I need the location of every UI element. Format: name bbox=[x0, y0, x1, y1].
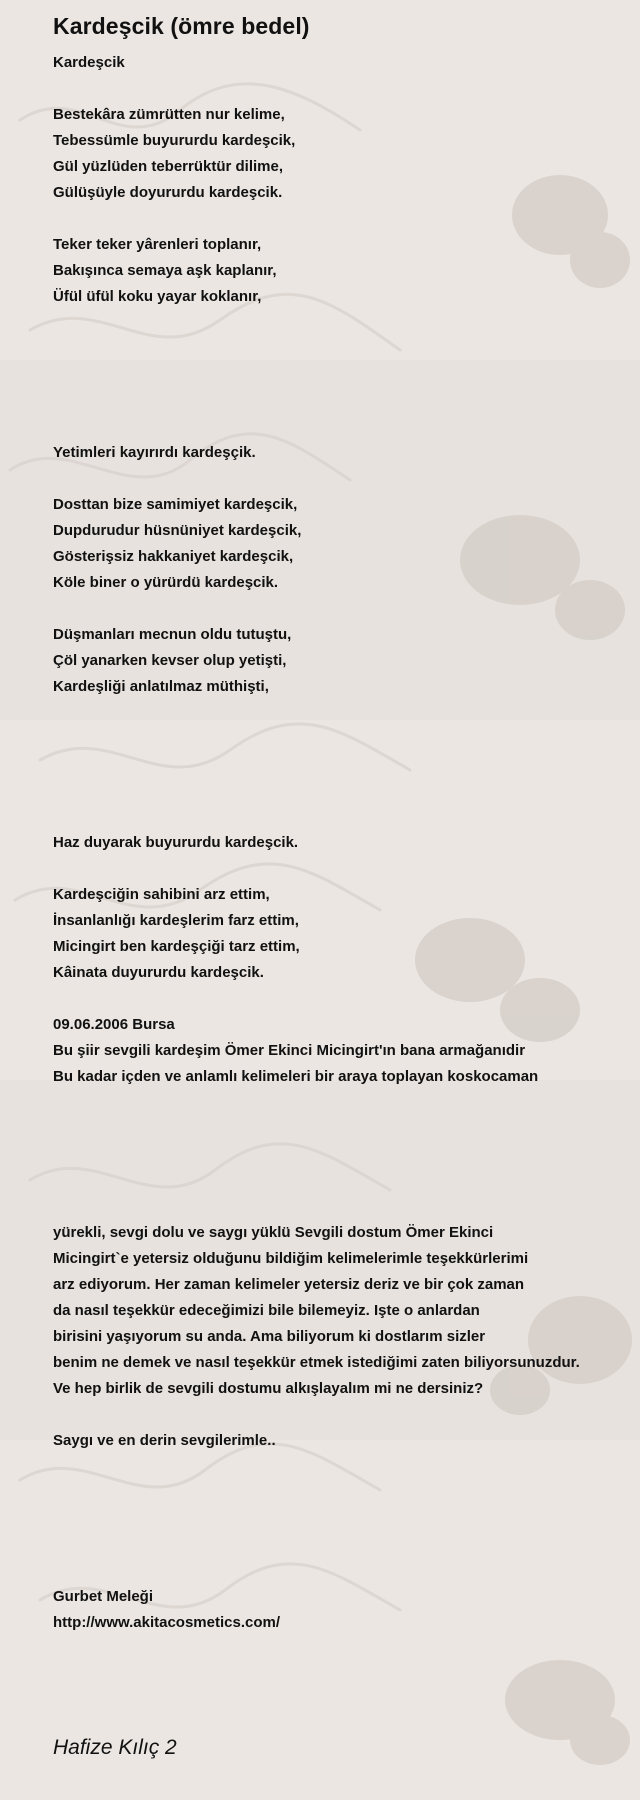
poem-line: Teker teker yârenleri toplanır, bbox=[53, 236, 262, 253]
author-note-continued bbox=[53, 1220, 633, 1402]
poem-line: Üfül üfül koku yayar koklanır, bbox=[53, 288, 262, 305]
author-block bbox=[53, 1584, 633, 1636]
note-line: benim ne demek ve nasıl teşekkür etmek istediğimi zaten biliyorsunuzdur. bbox=[53, 1354, 580, 1371]
poem-line: Bakışınca semaya aşk kaplanır, bbox=[53, 262, 277, 279]
poem-title: Kardeşcik (ömre bedel) bbox=[53, 13, 310, 39]
poem-line: Kardeşciğin sahibini arz ettim, bbox=[53, 886, 270, 903]
stanza-4 bbox=[53, 492, 633, 596]
note-line: Bu şiir sevgili kardeşim Ömer Ekinci Micingirt'ın bana armağanıdir bbox=[53, 1042, 526, 1059]
note-line: Ve hep birlik de sevgili dostumu alkışlayalım mi ne dersiniz? bbox=[53, 1380, 484, 1397]
note-line: da nasıl teşekkür edeceğimizi bile bilemeyiz. Işte o anlardan bbox=[53, 1302, 480, 1319]
poem-line: Bestekâra zümrütten nur kelime, bbox=[53, 106, 285, 123]
poem-line: İnsanlanlığı kardeşlerim farz ettim, bbox=[53, 912, 299, 929]
poem-line: Haz duyarak buyururdu kardeşcik. bbox=[53, 834, 299, 851]
note-line: Bu kadar içden ve anlamlı kelimeleri bir araya toplayan koskocaman bbox=[53, 1068, 539, 1085]
signature: Hafize Kılıç 2 bbox=[53, 1736, 177, 1759]
author-note bbox=[53, 1012, 633, 1090]
stanza-6 bbox=[53, 830, 633, 856]
poem-line: Micingirt ben kardeşçiği tarz ettim, bbox=[53, 938, 300, 955]
note-line: Micingirt`e yetersiz olduğunu bildiğim kelimelerimle teşekkürlerimi bbox=[53, 1250, 529, 1267]
stanza-2 bbox=[53, 232, 633, 310]
poem-line: Kardeşliği anlatılmaz müthişti, bbox=[53, 678, 269, 695]
poem-line: Düşmanları mecnun oldu tutuştu, bbox=[53, 626, 292, 643]
poem-line: Yetimleri kayırırdı kardeşçik. bbox=[53, 444, 256, 461]
stanza-5 bbox=[53, 622, 633, 700]
poem-line: Köle biner o yürürdü kardeşcik. bbox=[53, 574, 279, 591]
poem-page bbox=[53, 10, 633, 1636]
poem-line: Kâinata duyururdu kardeşcik. bbox=[53, 964, 264, 981]
poem-line: Dupdurudur hüsnüniyet kardeşcik, bbox=[53, 522, 302, 539]
author-website-link[interactable]: http://www.akitacosmetics.com/ bbox=[53, 1614, 280, 1631]
poem-line: Dosttan bize samimiyet kardeşcik, bbox=[53, 496, 298, 513]
stanza-7 bbox=[53, 882, 633, 986]
note-date: 09.06.2006 Bursa bbox=[53, 1016, 175, 1033]
note-line: yürekli, sevgi dolu ve saygı yüklü Sevgili dostum Ömer Ekinci bbox=[53, 1224, 494, 1241]
closing bbox=[53, 1428, 633, 1454]
closing-line: Saygı ve en derin sevgilerimle.. bbox=[53, 1432, 276, 1449]
poem-line: Gösterişsiz hakkaniyet kardeşcik, bbox=[53, 548, 294, 565]
stanza-3 bbox=[53, 440, 633, 466]
author-name: Gurbet Meleği bbox=[53, 1588, 154, 1605]
poem-line: Çöl yanarken kevser olup yetişti, bbox=[53, 652, 287, 669]
poem-subtitle: Kardeşcik bbox=[53, 54, 125, 71]
note-line: arz ediyorum. Her zaman kelimeler yetersiz deriz ve bir çok zaman bbox=[53, 1276, 525, 1293]
poem-line: Tebessümle buyururdu kardeşcik, bbox=[53, 132, 296, 149]
stanza-1 bbox=[53, 102, 633, 206]
poem-line: Gül yüzlüden teberrüktür dilime, bbox=[53, 158, 284, 175]
note-line: birisini yaşıyorum su anda. Ama biliyorum ki dostlarım sizler bbox=[53, 1328, 486, 1345]
poem-line: Gülüşüyle doyururdu kardeşcik. bbox=[53, 184, 283, 201]
